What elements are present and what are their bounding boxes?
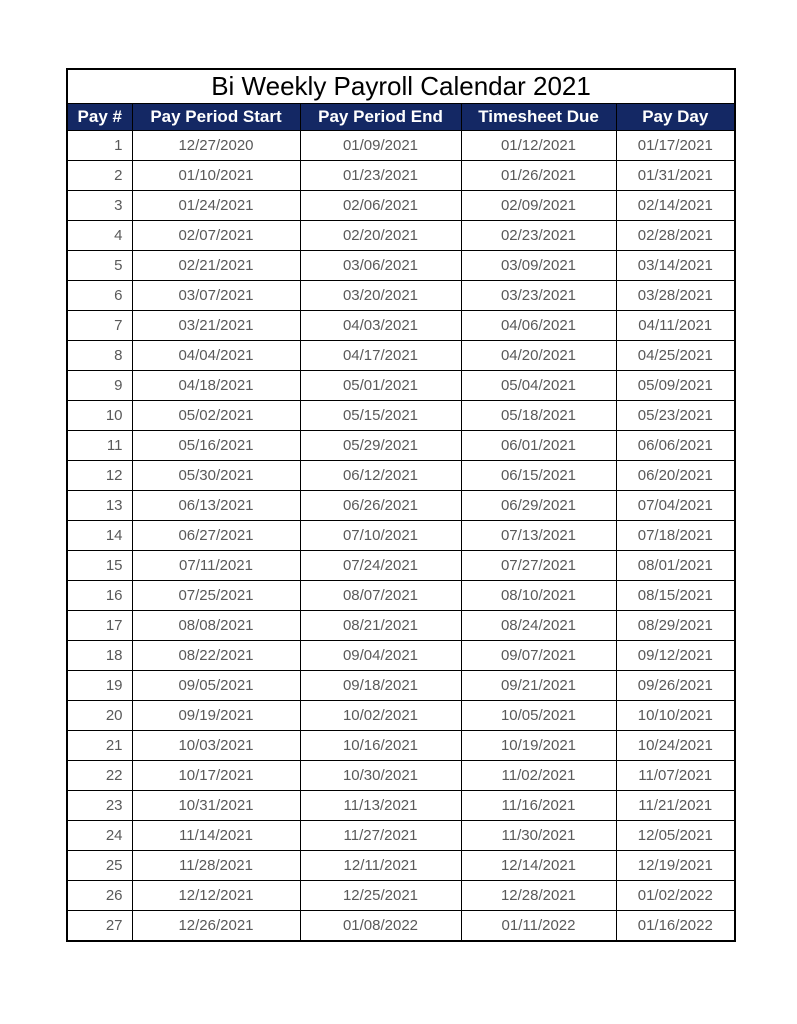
table-row bbox=[67, 611, 735, 641]
pay-period-end-cell: 06/12/2021 bbox=[300, 461, 461, 491]
pay-number-cell: 15 bbox=[67, 551, 132, 581]
pay-period-start-cell: 06/13/2021 bbox=[132, 491, 300, 521]
pay-period-start-cell: 01/10/2021 bbox=[132, 161, 300, 191]
table-row bbox=[67, 731, 735, 761]
table-row bbox=[67, 131, 735, 161]
table-row bbox=[67, 671, 735, 701]
pay-period-end-cell: 11/13/2021 bbox=[300, 791, 461, 821]
timesheet-due-cell: 08/24/2021 bbox=[461, 611, 616, 641]
pay-day-cell: 01/17/2021 bbox=[616, 131, 735, 161]
table-body bbox=[67, 131, 735, 942]
timesheet-due-cell: 02/09/2021 bbox=[461, 191, 616, 221]
timesheet-due-cell: 06/01/2021 bbox=[461, 431, 616, 461]
pay-period-start-cell: 11/14/2021 bbox=[132, 821, 300, 851]
pay-period-start-cell: 05/30/2021 bbox=[132, 461, 300, 491]
pay-day-cell: 02/14/2021 bbox=[616, 191, 735, 221]
pay-period-end-cell: 11/27/2021 bbox=[300, 821, 461, 851]
table-row bbox=[67, 371, 735, 401]
pay-period-end-cell: 12/11/2021 bbox=[300, 851, 461, 881]
pay-day-cell: 07/18/2021 bbox=[616, 521, 735, 551]
pay-period-end-cell: 05/01/2021 bbox=[300, 371, 461, 401]
pay-number-cell: 13 bbox=[67, 491, 132, 521]
timesheet-due-cell: 01/26/2021 bbox=[461, 161, 616, 191]
pay-period-end-cell: 02/20/2021 bbox=[300, 221, 461, 251]
pay-period-start-cell: 04/18/2021 bbox=[132, 371, 300, 401]
pay-period-start-cell: 10/03/2021 bbox=[132, 731, 300, 761]
pay-period-start-cell: 02/07/2021 bbox=[132, 221, 300, 251]
page-title: Bi Weekly Payroll Calendar 2021 bbox=[67, 69, 735, 104]
pay-period-end-cell: 03/06/2021 bbox=[300, 251, 461, 281]
timesheet-due-cell: 07/13/2021 bbox=[461, 521, 616, 551]
header-row bbox=[67, 104, 735, 131]
pay-period-start-cell: 02/21/2021 bbox=[132, 251, 300, 281]
table-row bbox=[67, 311, 735, 341]
pay-number-cell: 23 bbox=[67, 791, 132, 821]
pay-period-start-cell: 06/27/2021 bbox=[132, 521, 300, 551]
table-row bbox=[67, 521, 735, 551]
pay-number-cell: 25 bbox=[67, 851, 132, 881]
pay-period-start-cell: 10/31/2021 bbox=[132, 791, 300, 821]
pay-period-start-cell: 07/11/2021 bbox=[132, 551, 300, 581]
pay-period-start-cell: 09/19/2021 bbox=[132, 701, 300, 731]
pay-period-end-cell: 02/06/2021 bbox=[300, 191, 461, 221]
column-header-pay-number: Pay # bbox=[67, 104, 132, 131]
pay-period-start-cell: 12/12/2021 bbox=[132, 881, 300, 911]
pay-number-cell: 12 bbox=[67, 461, 132, 491]
pay-number-cell: 16 bbox=[67, 581, 132, 611]
pay-period-end-cell: 10/16/2021 bbox=[300, 731, 461, 761]
pay-day-cell: 09/26/2021 bbox=[616, 671, 735, 701]
pay-period-start-cell: 08/08/2021 bbox=[132, 611, 300, 641]
pay-number-cell: 17 bbox=[67, 611, 132, 641]
timesheet-due-cell: 10/05/2021 bbox=[461, 701, 616, 731]
pay-period-start-cell: 12/26/2021 bbox=[132, 911, 300, 942]
table-row bbox=[67, 161, 735, 191]
pay-period-end-cell: 10/02/2021 bbox=[300, 701, 461, 731]
table-row bbox=[67, 701, 735, 731]
table-row bbox=[67, 251, 735, 281]
timesheet-due-cell: 05/04/2021 bbox=[461, 371, 616, 401]
pay-number-cell: 24 bbox=[67, 821, 132, 851]
pay-day-cell: 03/14/2021 bbox=[616, 251, 735, 281]
timesheet-due-cell: 11/16/2021 bbox=[461, 791, 616, 821]
pay-number-cell: 7 bbox=[67, 311, 132, 341]
pay-number-cell: 18 bbox=[67, 641, 132, 671]
timesheet-due-cell: 06/15/2021 bbox=[461, 461, 616, 491]
pay-period-end-cell: 05/29/2021 bbox=[300, 431, 461, 461]
pay-day-cell: 08/15/2021 bbox=[616, 581, 735, 611]
pay-period-end-cell: 01/23/2021 bbox=[300, 161, 461, 191]
payroll-calendar-table bbox=[66, 68, 736, 942]
pay-period-end-cell: 09/04/2021 bbox=[300, 641, 461, 671]
pay-day-cell: 07/04/2021 bbox=[616, 491, 735, 521]
pay-period-end-cell: 07/10/2021 bbox=[300, 521, 461, 551]
pay-number-cell: 26 bbox=[67, 881, 132, 911]
pay-number-cell: 3 bbox=[67, 191, 132, 221]
timesheet-due-cell: 03/09/2021 bbox=[461, 251, 616, 281]
pay-day-cell: 06/06/2021 bbox=[616, 431, 735, 461]
pay-period-start-cell: 10/17/2021 bbox=[132, 761, 300, 791]
pay-day-cell: 01/16/2022 bbox=[616, 911, 735, 942]
pay-period-end-cell: 04/17/2021 bbox=[300, 341, 461, 371]
table-row bbox=[67, 761, 735, 791]
pay-day-cell: 11/07/2021 bbox=[616, 761, 735, 791]
pay-number-cell: 9 bbox=[67, 371, 132, 401]
pay-period-end-cell: 01/09/2021 bbox=[300, 131, 461, 161]
pay-day-cell: 10/24/2021 bbox=[616, 731, 735, 761]
pay-period-end-cell: 09/18/2021 bbox=[300, 671, 461, 701]
timesheet-due-cell: 09/07/2021 bbox=[461, 641, 616, 671]
pay-period-start-cell: 12/27/2020 bbox=[132, 131, 300, 161]
timesheet-due-cell: 01/12/2021 bbox=[461, 131, 616, 161]
pay-number-cell: 21 bbox=[67, 731, 132, 761]
timesheet-due-cell: 10/19/2021 bbox=[461, 731, 616, 761]
table-row bbox=[67, 851, 735, 881]
timesheet-due-cell: 11/02/2021 bbox=[461, 761, 616, 791]
pay-period-start-cell: 04/04/2021 bbox=[132, 341, 300, 371]
table-row bbox=[67, 221, 735, 251]
pay-period-start-cell: 03/07/2021 bbox=[132, 281, 300, 311]
table-row bbox=[67, 431, 735, 461]
pay-period-end-cell: 12/25/2021 bbox=[300, 881, 461, 911]
timesheet-due-cell: 08/10/2021 bbox=[461, 581, 616, 611]
pay-period-end-cell: 03/20/2021 bbox=[300, 281, 461, 311]
pay-period-end-cell: 07/24/2021 bbox=[300, 551, 461, 581]
table-row bbox=[67, 641, 735, 671]
pay-number-cell: 2 bbox=[67, 161, 132, 191]
pay-day-cell: 06/20/2021 bbox=[616, 461, 735, 491]
pay-day-cell: 05/09/2021 bbox=[616, 371, 735, 401]
timesheet-due-cell: 04/20/2021 bbox=[461, 341, 616, 371]
table-row bbox=[67, 791, 735, 821]
pay-period-end-cell: 08/07/2021 bbox=[300, 581, 461, 611]
pay-number-cell: 1 bbox=[67, 131, 132, 161]
table-row bbox=[67, 341, 735, 371]
timesheet-due-cell: 04/06/2021 bbox=[461, 311, 616, 341]
pay-number-cell: 19 bbox=[67, 671, 132, 701]
pay-number-cell: 6 bbox=[67, 281, 132, 311]
timesheet-due-cell: 11/30/2021 bbox=[461, 821, 616, 851]
pay-day-cell: 01/31/2021 bbox=[616, 161, 735, 191]
pay-day-cell: 10/10/2021 bbox=[616, 701, 735, 731]
pay-day-cell: 11/21/2021 bbox=[616, 791, 735, 821]
pay-day-cell: 01/02/2022 bbox=[616, 881, 735, 911]
timesheet-due-cell: 01/11/2022 bbox=[461, 911, 616, 942]
pay-period-end-cell: 04/03/2021 bbox=[300, 311, 461, 341]
pay-day-cell: 04/11/2021 bbox=[616, 311, 735, 341]
pay-period-end-cell: 01/08/2022 bbox=[300, 911, 461, 942]
timesheet-due-cell: 09/21/2021 bbox=[461, 671, 616, 701]
pay-day-cell: 12/19/2021 bbox=[616, 851, 735, 881]
pay-period-start-cell: 05/02/2021 bbox=[132, 401, 300, 431]
pay-period-start-cell: 05/16/2021 bbox=[132, 431, 300, 461]
timesheet-due-cell: 03/23/2021 bbox=[461, 281, 616, 311]
pay-number-cell: 27 bbox=[67, 911, 132, 942]
pay-day-cell: 12/05/2021 bbox=[616, 821, 735, 851]
pay-period-end-cell: 05/15/2021 bbox=[300, 401, 461, 431]
title-row bbox=[67, 69, 735, 104]
pay-day-cell: 03/28/2021 bbox=[616, 281, 735, 311]
pay-number-cell: 11 bbox=[67, 431, 132, 461]
timesheet-due-cell: 02/23/2021 bbox=[461, 221, 616, 251]
timesheet-due-cell: 06/29/2021 bbox=[461, 491, 616, 521]
table-row bbox=[67, 191, 735, 221]
pay-number-cell: 5 bbox=[67, 251, 132, 281]
table-row bbox=[67, 911, 735, 942]
column-header-pay-period-start: Pay Period Start bbox=[132, 104, 300, 131]
pay-period-end-cell: 08/21/2021 bbox=[300, 611, 461, 641]
pay-period-start-cell: 09/05/2021 bbox=[132, 671, 300, 701]
pay-number-cell: 10 bbox=[67, 401, 132, 431]
pay-period-start-cell: 01/24/2021 bbox=[132, 191, 300, 221]
pay-period-start-cell: 07/25/2021 bbox=[132, 581, 300, 611]
timesheet-due-cell: 12/28/2021 bbox=[461, 881, 616, 911]
table-row bbox=[67, 281, 735, 311]
pay-number-cell: 4 bbox=[67, 221, 132, 251]
pay-number-cell: 20 bbox=[67, 701, 132, 731]
pay-period-start-cell: 03/21/2021 bbox=[132, 311, 300, 341]
pay-day-cell: 08/29/2021 bbox=[616, 611, 735, 641]
pay-period-start-cell: 11/28/2021 bbox=[132, 851, 300, 881]
timesheet-due-cell: 07/27/2021 bbox=[461, 551, 616, 581]
table-row bbox=[67, 881, 735, 911]
timesheet-due-cell: 05/18/2021 bbox=[461, 401, 616, 431]
timesheet-due-cell: 12/14/2021 bbox=[461, 851, 616, 881]
table-row bbox=[67, 551, 735, 581]
table-row bbox=[67, 581, 735, 611]
pay-day-cell: 08/01/2021 bbox=[616, 551, 735, 581]
pay-day-cell: 02/28/2021 bbox=[616, 221, 735, 251]
table-row bbox=[67, 491, 735, 521]
column-header-timesheet-due: Timesheet Due bbox=[461, 104, 616, 131]
pay-period-start-cell: 08/22/2021 bbox=[132, 641, 300, 671]
table-row bbox=[67, 821, 735, 851]
pay-period-end-cell: 06/26/2021 bbox=[300, 491, 461, 521]
column-header-pay-period-end: Pay Period End bbox=[300, 104, 461, 131]
pay-number-cell: 8 bbox=[67, 341, 132, 371]
column-header-pay-day: Pay Day bbox=[616, 104, 735, 131]
pay-day-cell: 09/12/2021 bbox=[616, 641, 735, 671]
pay-period-end-cell: 10/30/2021 bbox=[300, 761, 461, 791]
pay-number-cell: 22 bbox=[67, 761, 132, 791]
table-row bbox=[67, 401, 735, 431]
pay-day-cell: 04/25/2021 bbox=[616, 341, 735, 371]
pay-day-cell: 05/23/2021 bbox=[616, 401, 735, 431]
pay-number-cell: 14 bbox=[67, 521, 132, 551]
table-row bbox=[67, 461, 735, 491]
